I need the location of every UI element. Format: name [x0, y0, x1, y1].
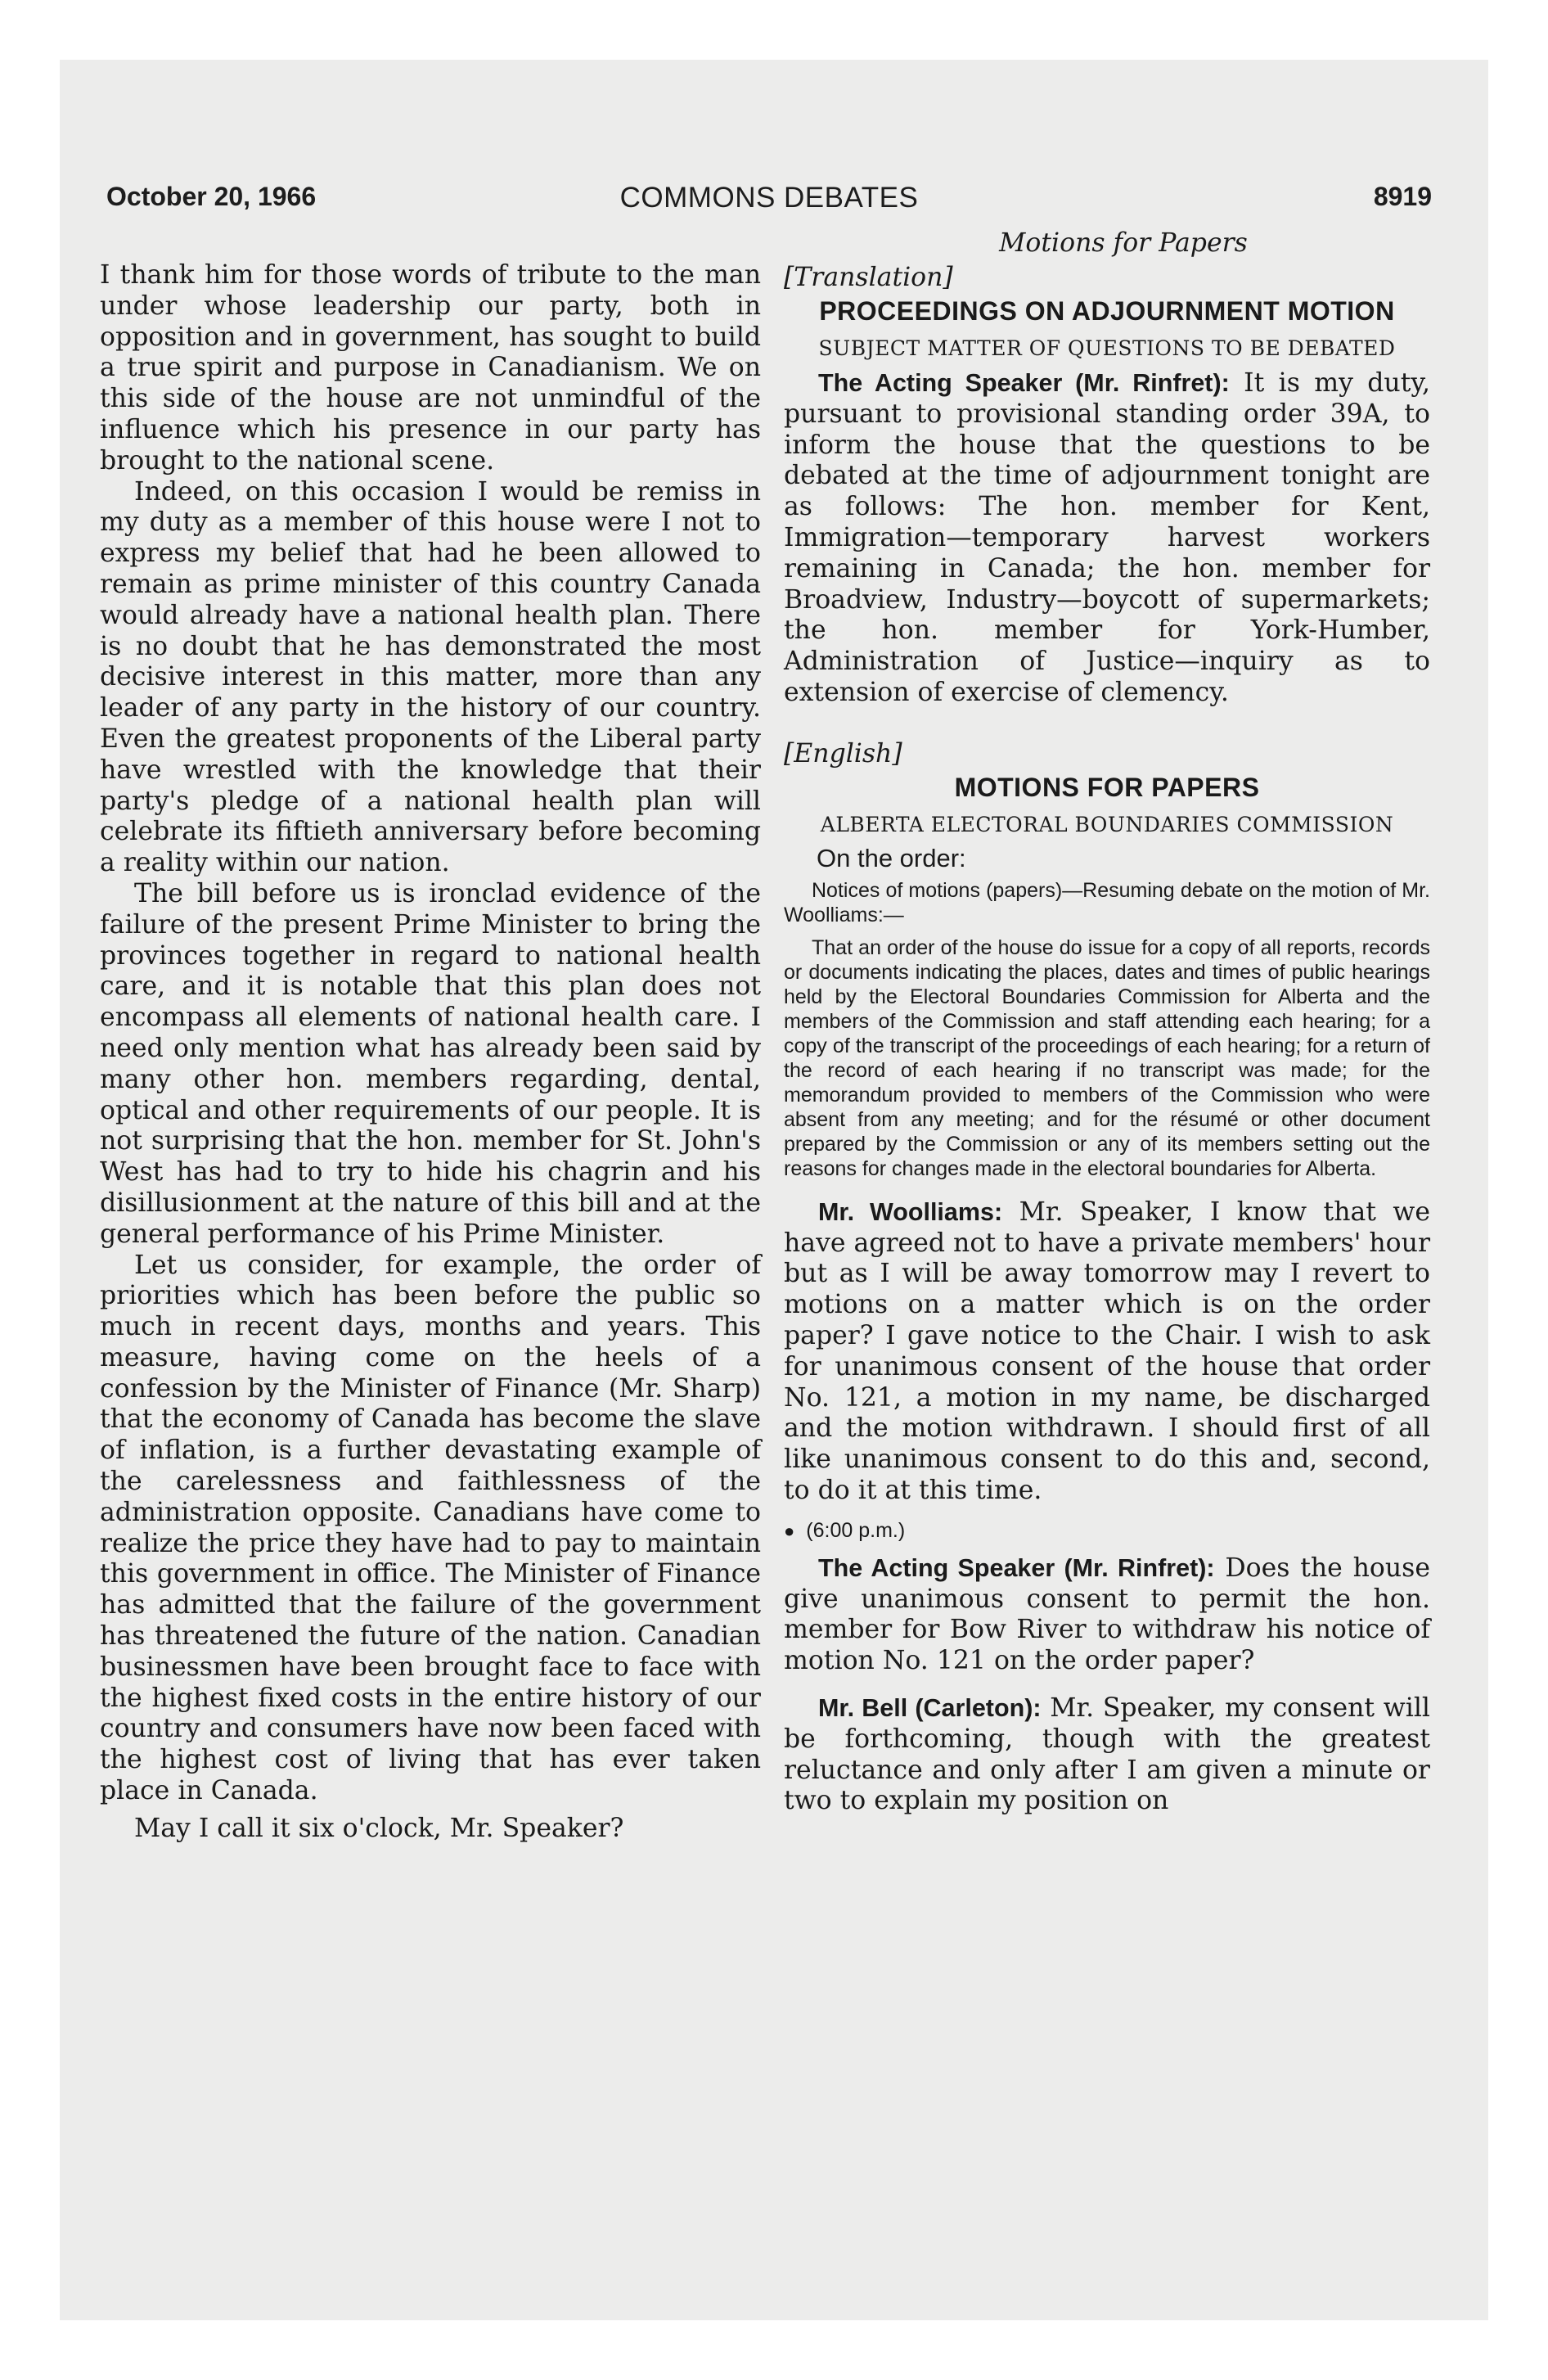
speech-woolliams [784, 1197, 1430, 1507]
section-heading-adjournment: PROCEEDINGS ON ADJOURNMENT MOTION [819, 296, 1395, 326]
left-paragraph-3: The bill before us is ironclad evidence of the failure of the present Prime Minister to bring the provinces together in regard to national health care, and it is notable that this plan does not encompass all elements of national health care. I need only mention what has already been said by many other hon. members regarding, dental, optical and other requirements of our people. It is not surprising that the hon. member for St. John's West has had to try to hide his chagrin and his disillusionment at the nature of this bill and at the general performance of his Prime Minister. [100, 878, 761, 1249]
speech-text: It is my duty, pursuant to provisional standing order 39A, to inform the house that the questions to be debated at the time of adjournment tonight are as follows: The hon. member for Kent, Immigration—temporary harvest workers remaining in Canada; the hon. member for Broadview, Industry—boycott of supermarkets; the hon. member for York-Humber, Administration of Justice—inquiry as to extension of exercise of clemency. [784, 368, 1431, 707]
header-page-number: 8919 [1373, 182, 1432, 211]
running-head: Motions for Papers [999, 228, 1248, 258]
left-paragraph-2: Indeed, on this occasion I would be remiss in my duty as a member of this house were I not to express my belief that had he been allowed to remain as prime minister of this country Canada would already have a national health plan. There is no doubt that he has demonstrated the most decisive interest in this matter, more than any leader of any party in the history of our country. Even the greatest proponents of the Liberal party have wrestled with the knowledge that their party's pledge of a national health plan will celebrate its fiftieth anniversary before becoming a reality within our nation. [100, 476, 761, 878]
motion-text: That an order of the house do issue for a copy of all reports, records or documents indicating the places, dates and times of public hearings held by the Electoral Boundaries Commission for Alberta and the members of the Commission and staff attending each hearing; for a copy of the transcript of the proceedings of each hearing; for a return of the record of each hearing if no transcript was made; for the memorandum provided to members of the Commission who were absent from any meeting; and for the résumé or other document prepared by the Commission or any of its members setting out the reasons for changes made in the electoral boundaries for Alberta. [784, 935, 1430, 1180]
section-heading-motions: MOTIONS FOR PAPERS [954, 772, 1260, 802]
subheading-alberta: ALBERTA ELECTORAL BOUNDARIES COMMISSION [820, 812, 1394, 836]
notice-text: Notices of motions (papers)—Resuming debate on the motion of Mr. Woolliams:— [784, 878, 1430, 926]
speech-text: Does the house give unanimous consent to permit the hon. member for Bow River to withdraw his notice of motion No. 121 on the order paper? [784, 1553, 1430, 1676]
header-date: October 20, 1966 [106, 182, 317, 211]
speaker-name: Mr. Bell (Carleton): [818, 1693, 1042, 1722]
left-column [100, 260, 761, 1845]
english-tag: [English] [784, 738, 902, 769]
left-paragraph-5: May I call it six o'clock, Mr. Speaker? [134, 1813, 624, 1843]
left-paragraph-4: Let us consider, for example, the order of priorities which has been before the public so much in recent days, months and years. This measure, having come on the heels of a confession by the Minister of Finance (Mr. Sharp) that the economy of Canada has become the slave of inflation, is a further devastating example of the carelessness and faithlessness of the administration opposite. Canadians have come to realize the price they have had to pay to maintain this government in office. The Minister of Finance has admitted that the failure of the government has threatened the future of the nation. Canadian businessmen have been brought face to face with the highest fixed costs in the entire history of our country and consumers have now been faced with the highest cost of living that has ever taken place in Canada. [100, 1250, 761, 1806]
bullet-icon: ● [784, 1520, 795, 1541]
speaker-name: The Acting Speaker (Mr. Rinfret): [818, 1553, 1215, 1582]
speech-text: Mr. Speaker, I know that we have agreed not to have a private members' hour but as I will be away tomorrow may I revert to motions on a matter which is on the order paper? I gave notice to the Chair. I wish to ask for unanimous consent of the house that order No. 121, a motion in my name, be discharged and the motion withdrawn. I should first of all like unanimous consent to do this and, second, to do it at this time. [784, 1197, 1431, 1505]
subheading-questions: SUBJECT MATTER OF QUESTIONS TO BE DEBATED [818, 336, 1396, 360]
speaker-name: Mr. Woolliams: [818, 1197, 1003, 1226]
translation-tag: [Translation] [784, 263, 953, 292]
page-header [106, 182, 1432, 223]
speech-bell [784, 1693, 1430, 1817]
speech-acting-speaker-2 [784, 1553, 1430, 1677]
speech-acting-speaker-1 [784, 368, 1430, 709]
right-column [784, 228, 1430, 1817]
speech-text: Mr. Speaker, my consent will be forthcoming, though with the greatest reluctance and only after I am given a minute or two to explain my position on [784, 1693, 1430, 1816]
order-label: On the order: [817, 843, 966, 872]
speaker-name: The Acting Speaker (Mr. Rinfret): [818, 369, 1230, 397]
time-stamp [784, 1515, 1430, 1547]
left-paragraph-1: I thank him for those words of tribute to the man under whose leadership our party, both in opposition and in government, has sought to build a true spirit and purpose in Canadianism. We on this side of the house are not unmindful of the influence which his presence in our party has brought to the national scene. [100, 260, 761, 476]
header-title: COMMONS DEBATES [619, 182, 919, 214]
time-stamp-text: (6:00 p.m.) [806, 1518, 906, 1542]
